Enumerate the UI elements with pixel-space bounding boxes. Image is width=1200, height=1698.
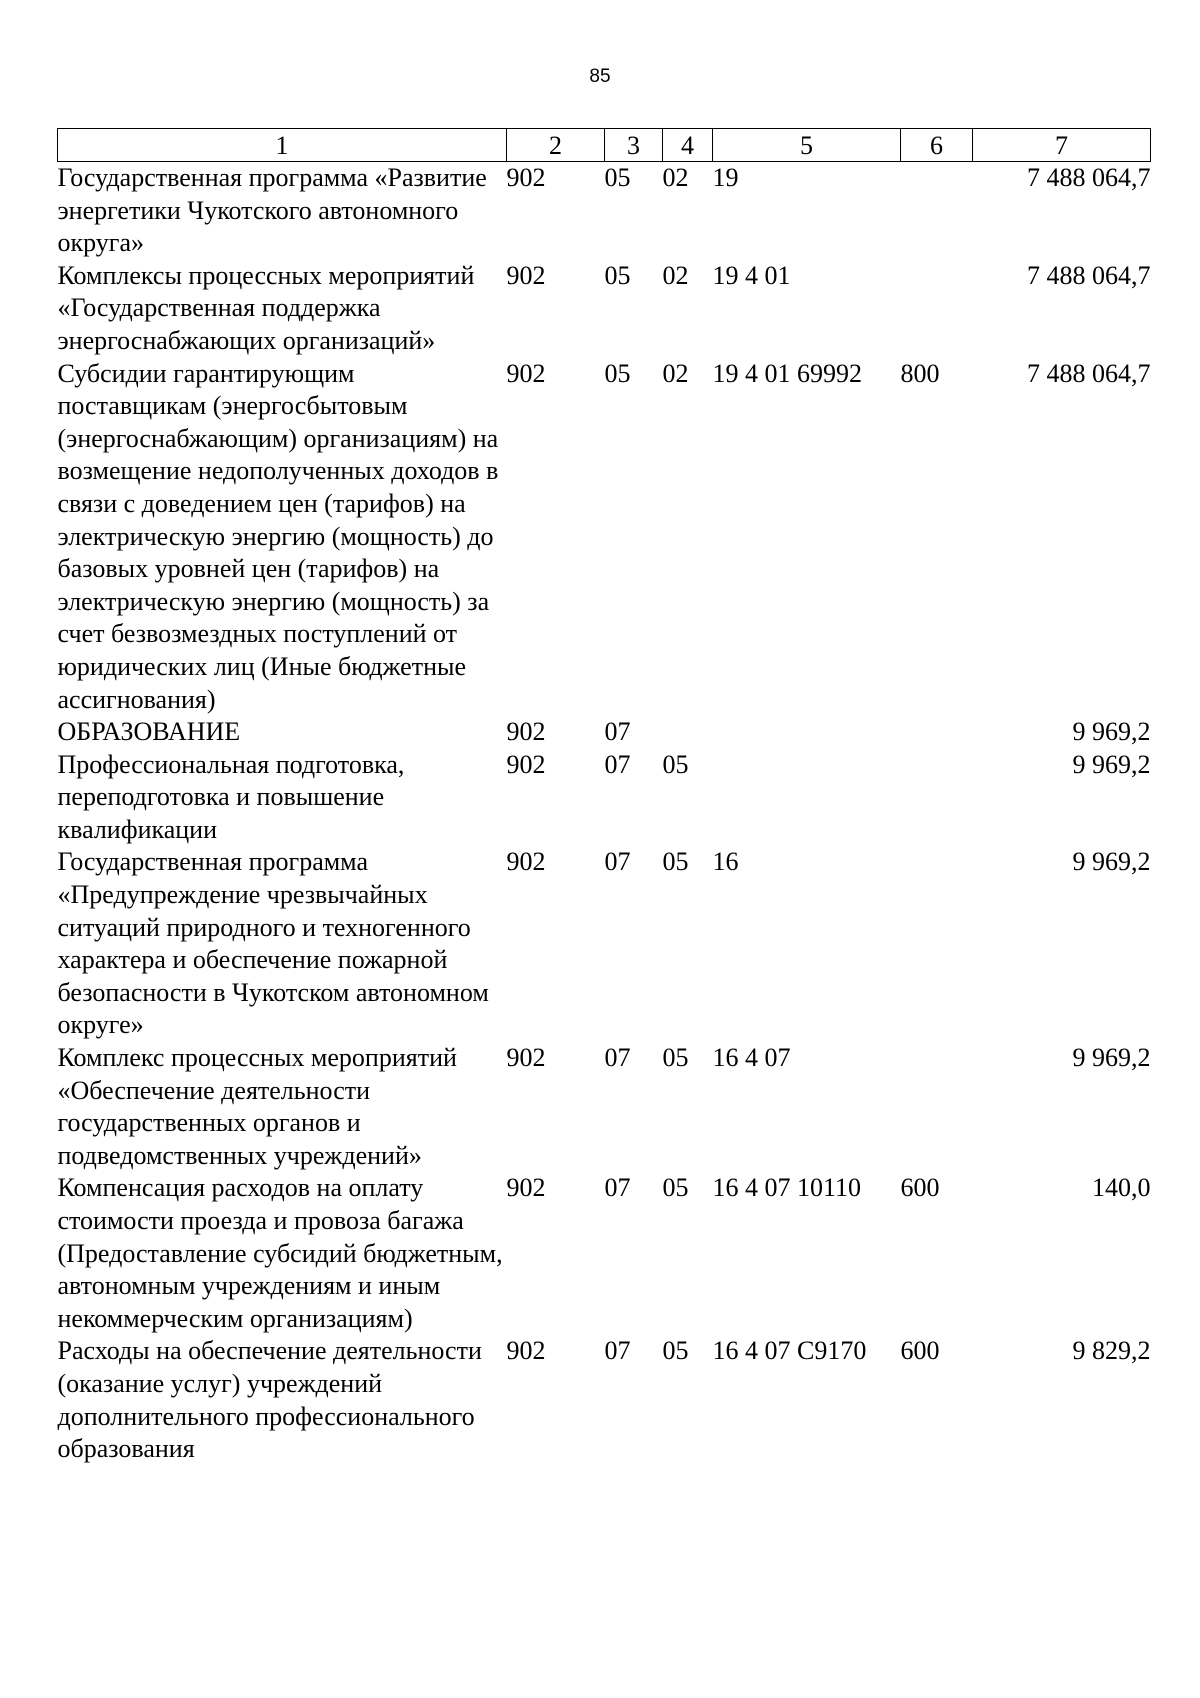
row-vr xyxy=(901,1042,973,1172)
row-csr: 16 xyxy=(712,847,739,877)
table-row xyxy=(58,260,1151,358)
table-row xyxy=(58,749,1151,847)
row-vr: 800 xyxy=(900,358,940,388)
row-csr: 19 4 01 69992 xyxy=(712,358,862,388)
row-vr xyxy=(901,749,973,847)
row-pr: 02 xyxy=(662,358,689,388)
row-csr: 19 4 01 xyxy=(712,260,791,290)
row-ved: 902 xyxy=(506,749,546,779)
row-pr: 02 xyxy=(662,163,689,192)
row-ved: 902 xyxy=(506,847,546,877)
row-rz: 07 xyxy=(604,1336,631,1366)
row-pr: 05 xyxy=(662,1173,689,1203)
row-vr xyxy=(901,260,973,358)
row-amount: 140,0 xyxy=(1092,1173,1151,1203)
row-amount: 9 829,2 xyxy=(1072,1336,1151,1366)
header-col-4: 4 xyxy=(663,129,713,162)
header-col-7: 7 xyxy=(973,129,1151,162)
budget-table xyxy=(57,128,1151,1466)
row-rz: 05 xyxy=(604,163,631,192)
row-csr: 16 4 07 10110 xyxy=(712,1173,862,1203)
row-rz: 05 xyxy=(604,358,631,388)
row-amount: 9 969,2 xyxy=(1072,717,1151,747)
row-vr xyxy=(901,162,973,260)
row-rz: 07 xyxy=(604,1173,631,1203)
table-row xyxy=(58,716,1151,749)
row-csr xyxy=(713,716,901,749)
row-ved: 902 xyxy=(506,260,546,290)
header-col-1: 1 xyxy=(58,129,507,162)
table-header xyxy=(58,129,1151,162)
row-ved: 902 xyxy=(506,1173,546,1203)
row-ved: 902 xyxy=(506,1336,546,1366)
header-col-2: 2 xyxy=(507,129,605,162)
row-pr: 05 xyxy=(662,1043,689,1073)
row-csr: 16 4 07 С9170 xyxy=(712,1336,867,1366)
row-ved: 902 xyxy=(506,1043,546,1073)
header-col-5: 5 xyxy=(713,129,901,162)
row-name: Профессиональная подготовка, переподготовка и повышение квалификации xyxy=(57,749,405,844)
table-row xyxy=(58,162,1151,260)
row-pr: 05 xyxy=(662,1336,689,1366)
row-amount: 9 969,2 xyxy=(1072,847,1151,877)
row-vr xyxy=(901,716,973,749)
row-csr xyxy=(713,749,901,847)
header-col-6: 6 xyxy=(901,129,973,162)
row-rz: 07 xyxy=(604,1043,631,1073)
row-name: Расходы на обеспечение деятельности (оказание услуг) учреждений дополнительного профессионального образования xyxy=(57,1336,482,1464)
row-rz: 07 xyxy=(604,847,631,877)
row-ved: 902 xyxy=(506,717,546,747)
table-row xyxy=(58,1335,1151,1465)
row-ved: 902 xyxy=(506,358,546,388)
row-name: Государственная программа «Развитие энергетики Чукотского автономного округа» xyxy=(57,163,487,258)
row-amount: 7 488 064,7 xyxy=(1027,163,1151,192)
row-amount: 9 969,2 xyxy=(1072,1043,1151,1073)
row-amount: 7 488 064,7 xyxy=(1027,260,1151,290)
row-amount: 9 969,2 xyxy=(1072,749,1151,779)
row-pr xyxy=(663,716,713,749)
row-ved: 902 xyxy=(506,163,546,192)
row-pr: 05 xyxy=(662,749,689,779)
header-col-3: 3 xyxy=(605,129,663,162)
row-rz: 05 xyxy=(604,260,631,290)
row-name: Компенсация расходов на оплату стоимости проезда и провоза багажа (Предоставление субсидий бюджетным, автономным учреждениям и иным некоммерческим организациям) xyxy=(57,1173,503,1333)
row-name: Комплекс процессных мероприятий «Обеспечение деятельности государственных органов и подведомственных учреждений» xyxy=(57,1043,457,1170)
row-vr: 600 xyxy=(900,1336,940,1366)
row-csr: 16 4 07 xyxy=(712,1043,791,1073)
table-row xyxy=(58,846,1151,1042)
row-pr: 02 xyxy=(662,260,689,290)
row-name: Субсидии гарантирующим поставщикам (энергосбытовым (энергоснабжающим) организациям) на возмещение недополученных доходов в связи с доведением цен (тарифов) на электрическую энергию (мощность) до базовых уровней цен (тарифов) на электрическую энергию (мощность) за счет безвозмездных поступлений от юридических лиц (Иные бюджетные ассигнования) xyxy=(57,358,499,714)
row-vr: 600 xyxy=(900,1173,940,1203)
row-pr: 05 xyxy=(662,847,689,877)
row-vr xyxy=(901,846,973,1042)
row-name: Комплексы процессных мероприятий «Государственная поддержка энергоснабжающих организаций» xyxy=(57,260,475,355)
row-rz: 07 xyxy=(604,717,631,747)
row-rz: 07 xyxy=(604,749,631,779)
row-name: ОБРАЗОВАНИЕ xyxy=(57,717,241,747)
page-number: 85 xyxy=(589,66,611,87)
table-row xyxy=(58,358,1151,717)
header-row xyxy=(58,129,1151,162)
table-body xyxy=(58,162,1151,1466)
table-row xyxy=(58,1042,1151,1172)
table-row xyxy=(58,1172,1151,1335)
row-amount: 7 488 064,7 xyxy=(1027,358,1151,388)
row-name: Государственная программа «Предупреждение чрезвычайных ситуаций природного и техногенного характера и обеспечение пожарной безопасности в Чукотском автономном округе» xyxy=(57,847,489,1040)
row-csr: 19 xyxy=(712,163,739,192)
